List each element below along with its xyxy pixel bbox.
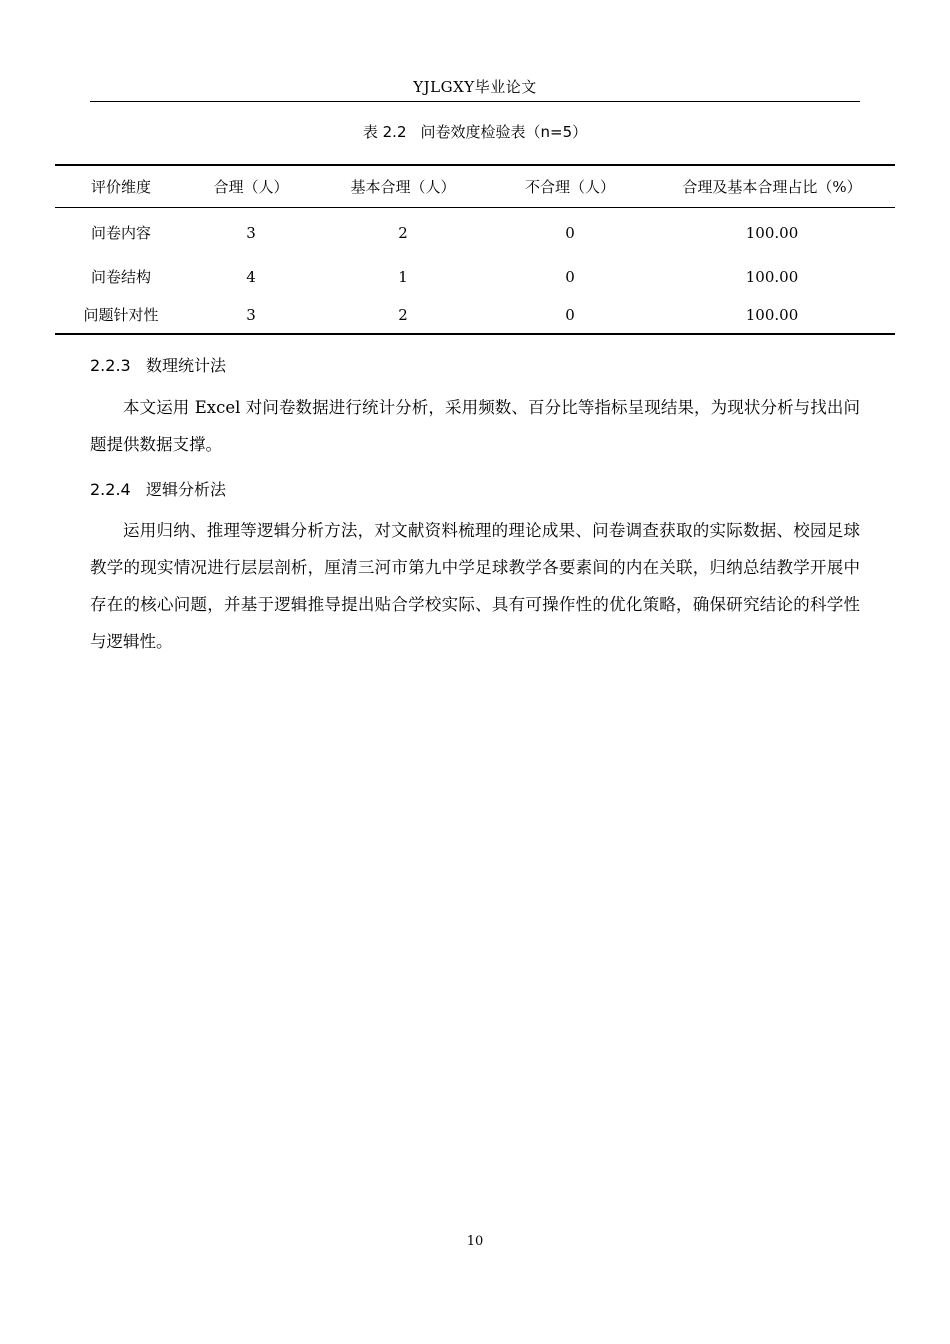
table-caption-title: 问卷效度检验表（n=5） bbox=[420, 123, 588, 141]
table-cell: 0 bbox=[565, 267, 575, 286]
table-cell: 0 bbox=[491, 296, 649, 334]
section-heading-2-2-3 bbox=[90, 354, 226, 378]
section-heading-2-2-4 bbox=[90, 478, 226, 502]
table-row bbox=[55, 257, 895, 296]
page-header: YJLGXY毕业论文 bbox=[413, 78, 537, 96]
table-row bbox=[55, 208, 895, 258]
table-cell: 2 bbox=[315, 296, 491, 334]
table-cell: 100.00 bbox=[649, 296, 895, 334]
table-cell: 2 bbox=[398, 223, 408, 242]
table-cell: 3 bbox=[246, 223, 256, 242]
column-header-ratio: 合理及基本合理占比（%） bbox=[649, 165, 895, 208]
header-divider bbox=[90, 101, 860, 102]
table-cell: 1 bbox=[398, 267, 408, 286]
table-caption bbox=[90, 121, 860, 143]
table-cell: 问题针对性 bbox=[55, 296, 187, 334]
table-cell: 100.00 bbox=[745, 223, 799, 242]
table-cell: 100.00 bbox=[745, 267, 799, 286]
column-header-unreasonable: 不合理（人） bbox=[491, 165, 649, 208]
column-header-basically-reasonable: 基本合理（人） bbox=[315, 165, 491, 208]
section-paragraph: 本文运用 Excel 对问卷数据进行统计分析，采用频数、百分比等指标呈现结果，为现状分析与找出问题提供数据支撑。 bbox=[90, 398, 860, 454]
column-header-dimension: 评价维度 bbox=[55, 165, 187, 208]
table-row bbox=[55, 296, 895, 334]
table-cell: 问卷结构 bbox=[90, 268, 151, 286]
section-number: 2.2.3 bbox=[90, 356, 131, 375]
table-header-row bbox=[55, 165, 895, 208]
validity-table bbox=[55, 164, 895, 335]
section-paragraph: 运用归纳、推理等逻辑分析方法，对文献资料梳理的理论成果、问卷调查获取的实际数据、校园足球教学的现实情况进行层层剖析，厘清三河市第九中学足球教学各要素间的内在关联，归纳总结教学开展中存在的核心问题，并基于逻辑推导提出贴合学校实际、具有可操作性的优化策略，确保研究结论的科学性与逻辑性。 bbox=[90, 521, 860, 651]
table-cell: 3 bbox=[187, 296, 315, 334]
column-header-reasonable: 合理（人） bbox=[187, 165, 315, 208]
table-cell: 4 bbox=[246, 267, 256, 286]
section-title: 数理统计法 bbox=[146, 356, 227, 375]
table-caption-number: 表 2.2 bbox=[362, 123, 407, 141]
table-cell: 问卷内容 bbox=[90, 224, 151, 242]
page-number: 10 bbox=[466, 1234, 484, 1249]
table-cell: 0 bbox=[565, 223, 575, 242]
section-number: 2.2.4 bbox=[90, 480, 131, 499]
section-title: 逻辑分析法 bbox=[146, 480, 227, 499]
